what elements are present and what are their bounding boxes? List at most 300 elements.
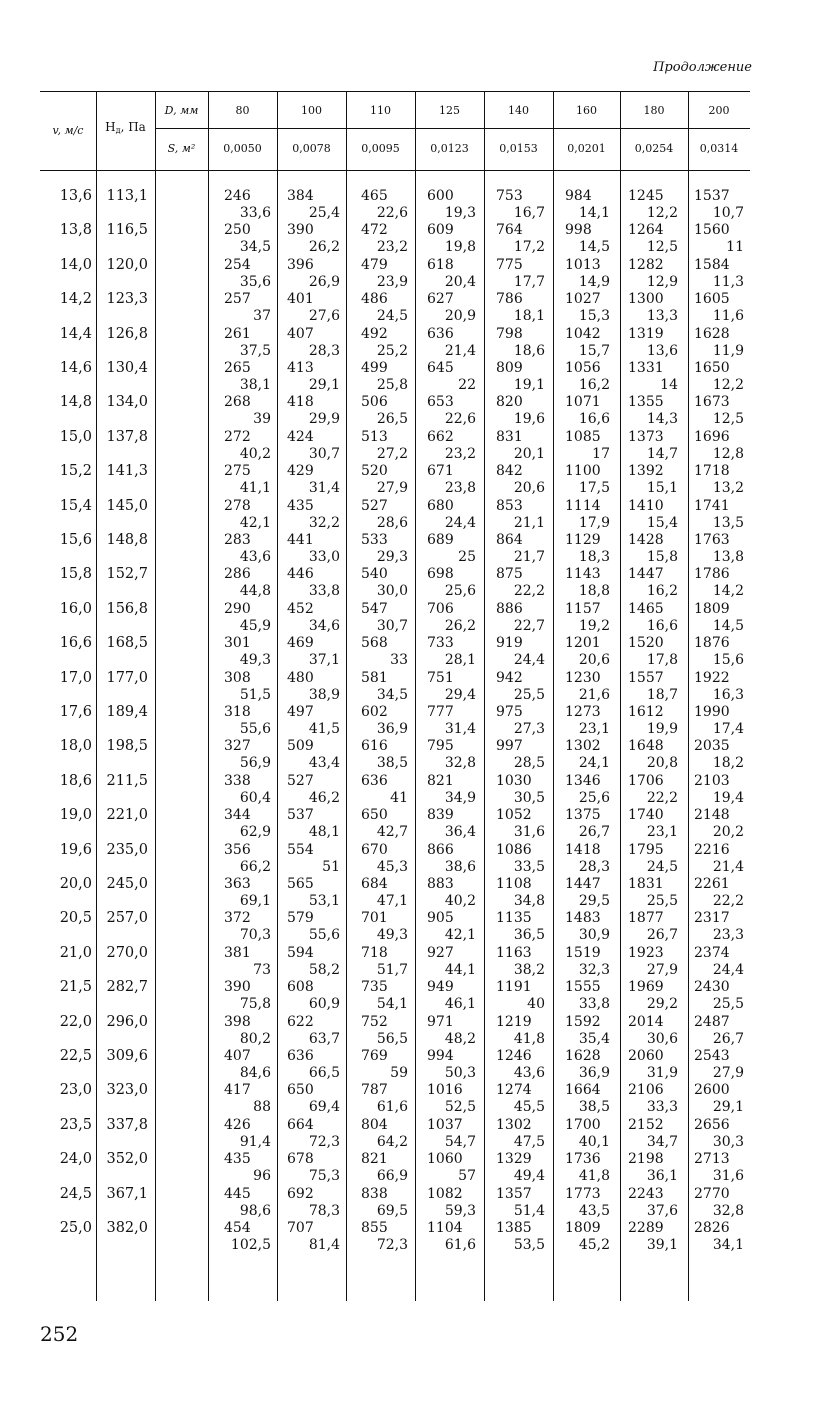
cell-flow-d110: 472 bbox=[361, 222, 388, 239]
cell-flow-d100: 527 bbox=[287, 772, 314, 789]
cell-flow-d100: 622 bbox=[287, 1013, 314, 1030]
dynamic-pressure-value: 177,0 bbox=[106, 669, 148, 686]
cell-loss-d200: 13,8 bbox=[712, 549, 744, 565]
cell-loss-d100: 33,0 bbox=[308, 549, 340, 565]
dynamic-pressure-value: 134,0 bbox=[106, 394, 148, 411]
cell-flow-d200: 2374 bbox=[694, 944, 730, 961]
cell-loss-d125: 23,8 bbox=[444, 480, 476, 497]
cell-loss-d180: 22,2 bbox=[646, 789, 678, 806]
header-diameter-180: 180 bbox=[643, 104, 665, 117]
cell-loss-d200: 30,3 bbox=[712, 1133, 744, 1150]
cell-loss-d110: 69,5 bbox=[376, 1202, 408, 1219]
cell-loss-d110: 26,5 bbox=[376, 411, 408, 428]
velocity-value: 13,6 bbox=[59, 188, 92, 204]
header-diameter-80: 80 bbox=[235, 104, 250, 117]
cell-loss-d140: 17,2 bbox=[513, 239, 545, 256]
header-area-100: 0,0078 bbox=[292, 142, 331, 155]
cell-loss-d140: 31,6 bbox=[513, 824, 545, 841]
dynamic-pressure-value: 120,0 bbox=[106, 256, 148, 273]
cell-flow-d160: 1273 bbox=[565, 704, 601, 720]
cell-flow-d80: 390 bbox=[224, 979, 251, 996]
cell-flow-d200: 1786 bbox=[694, 566, 730, 583]
header-hd-subscript: д bbox=[115, 126, 121, 135]
cell-loss-d180: 25,5 bbox=[646, 893, 678, 909]
cell-loss-d110: 51,7 bbox=[376, 961, 408, 978]
cell-loss-d140: 43,6 bbox=[513, 1065, 545, 1081]
cell-loss-d160: 17 bbox=[592, 445, 610, 462]
cell-loss-d110: 24,5 bbox=[376, 308, 408, 325]
cell-flow-d100: 441 bbox=[287, 532, 314, 548]
header-area-160: 0,0201 bbox=[567, 142, 606, 155]
cell-loss-d180: 19,9 bbox=[646, 721, 678, 737]
dynamic-pressure-value: 130,4 bbox=[106, 360, 148, 376]
cell-loss-d80: 37,5 bbox=[239, 342, 271, 359]
cell-flow-d140: 1246 bbox=[496, 1048, 532, 1064]
dynamic-pressure-value: 211,5 bbox=[106, 772, 148, 789]
cell-loss-d180: 24,5 bbox=[646, 858, 678, 875]
cell-loss-d100: 66,5 bbox=[308, 1065, 340, 1081]
cell-flow-d140: 997 bbox=[496, 738, 523, 755]
cell-loss-d110: 36,9 bbox=[376, 721, 408, 737]
table-top-rule bbox=[40, 91, 750, 92]
cell-loss-d80: 49,3 bbox=[239, 652, 271, 669]
cell-flow-d110: 821 bbox=[361, 1151, 388, 1168]
cell-flow-d80: 265 bbox=[224, 360, 251, 376]
cell-loss-d100: 37,1 bbox=[308, 652, 340, 669]
cell-flow-d110: 787 bbox=[361, 1082, 388, 1099]
cell-loss-d180: 37,6 bbox=[646, 1202, 678, 1219]
cell-loss-d80: 56,9 bbox=[239, 755, 271, 772]
cell-flow-d160: 1129 bbox=[565, 532, 601, 548]
cell-loss-d110: 38,5 bbox=[376, 755, 408, 772]
cell-flow-d125: 905 bbox=[427, 910, 454, 927]
cell-flow-d180: 1969 bbox=[628, 979, 664, 996]
cell-flow-d80: 290 bbox=[224, 600, 251, 617]
cell-flow-d110: 670 bbox=[361, 841, 388, 858]
cell-loss-d125: 28,1 bbox=[444, 652, 476, 669]
cell-loss-d125: 36,4 bbox=[444, 824, 476, 841]
cell-flow-d100: 401 bbox=[287, 291, 314, 308]
header-diameter-label: D, мм bbox=[164, 104, 199, 117]
cell-flow-d110: 465 bbox=[361, 188, 388, 204]
cell-loss-d110: 47,1 bbox=[376, 893, 408, 909]
cell-loss-d110: 33 bbox=[390, 652, 408, 669]
cell-loss-d200: 11 bbox=[726, 239, 744, 256]
velocity-value: 14,4 bbox=[59, 325, 92, 342]
header-area-200: 0,0314 bbox=[699, 142, 739, 155]
cell-flow-d180: 1520 bbox=[628, 635, 664, 652]
dynamic-pressure-value: 257,0 bbox=[106, 910, 148, 927]
cell-loss-d110: 56,5 bbox=[376, 1030, 408, 1047]
velocity-value: 23,5 bbox=[59, 1116, 92, 1133]
cell-loss-d140: 30,5 bbox=[513, 789, 545, 806]
cell-loss-d180: 23,1 bbox=[646, 824, 678, 841]
cell-flow-d80: 426 bbox=[224, 1116, 251, 1133]
cell-loss-d180: 16,2 bbox=[646, 583, 678, 600]
cell-flow-d110: 479 bbox=[361, 256, 388, 273]
cell-loss-d110: 27,9 bbox=[376, 480, 408, 497]
cell-flow-d160: 1519 bbox=[565, 944, 601, 961]
cell-loss-d140: 40 bbox=[527, 996, 545, 1013]
cell-loss-d110: 59 bbox=[390, 1065, 408, 1081]
header-hd-symbol: Н bbox=[105, 120, 116, 134]
cell-loss-d80: 98,6 bbox=[239, 1202, 271, 1219]
cell-loss-d140: 21,7 bbox=[513, 549, 545, 565]
cell-loss-d80: 70,3 bbox=[239, 927, 271, 944]
cell-flow-d110: 499 bbox=[361, 360, 388, 376]
cell-loss-d180: 29,2 bbox=[646, 996, 678, 1013]
cell-loss-d160: 14,5 bbox=[578, 239, 610, 256]
cell-flow-d100: 678 bbox=[287, 1151, 314, 1168]
cell-flow-d180: 2152 bbox=[628, 1116, 664, 1133]
cell-flow-d80: 257 bbox=[224, 291, 251, 308]
cell-loss-d180: 33,3 bbox=[646, 1099, 678, 1116]
dynamic-pressure-value: 126,8 bbox=[106, 325, 148, 342]
cell-loss-d200: 22,2 bbox=[712, 893, 744, 909]
dynamic-pressure-value: 296,0 bbox=[106, 1013, 148, 1030]
cell-loss-d100: 25,4 bbox=[308, 205, 340, 221]
cell-loss-d140: 18,1 bbox=[513, 308, 545, 325]
velocity-value: 22,0 bbox=[59, 1013, 92, 1030]
cell-loss-d100: 41,5 bbox=[308, 721, 340, 737]
cell-loss-d125: 32,8 bbox=[444, 755, 476, 772]
cell-loss-d140: 21,1 bbox=[513, 514, 545, 531]
cell-flow-d125: 795 bbox=[427, 738, 454, 755]
cell-flow-d100: 435 bbox=[287, 497, 314, 514]
cell-flow-d100: 407 bbox=[287, 325, 314, 342]
cell-loss-d110: 41 bbox=[390, 789, 408, 806]
cell-flow-d160: 1013 bbox=[565, 256, 601, 273]
cell-loss-d100: 27,6 bbox=[308, 308, 340, 325]
cell-flow-d140: 786 bbox=[496, 291, 523, 308]
cell-loss-d160: 20,6 bbox=[578, 652, 610, 669]
cell-loss-d100: 48,1 bbox=[308, 824, 340, 841]
cell-flow-d180: 1373 bbox=[628, 428, 664, 445]
cell-flow-d110: 533 bbox=[361, 532, 388, 548]
cell-flow-d80: 344 bbox=[224, 807, 251, 824]
cell-flow-d110: 752 bbox=[361, 1013, 388, 1030]
dynamic-pressure-value: 113,1 bbox=[106, 188, 148, 204]
cell-loss-d80: 96 bbox=[253, 1168, 271, 1185]
cell-flow-d80: 278 bbox=[224, 497, 251, 514]
cell-loss-d125: 25,6 bbox=[444, 583, 476, 600]
cell-loss-d110: 34,5 bbox=[376, 686, 408, 703]
cell-loss-d200: 10,7 bbox=[712, 205, 744, 221]
cell-loss-d125: 26,2 bbox=[444, 617, 476, 634]
cell-flow-d160: 1201 bbox=[565, 635, 601, 652]
cell-flow-d100: 565 bbox=[287, 876, 314, 892]
cell-loss-d200: 14,2 bbox=[712, 583, 744, 600]
cell-loss-d160: 41,8 bbox=[578, 1168, 610, 1185]
velocity-value: 16,0 bbox=[59, 600, 92, 617]
cell-flow-d125: 1082 bbox=[427, 1185, 463, 1202]
cell-flow-d180: 1300 bbox=[628, 291, 664, 308]
dynamic-pressure-value: 235,0 bbox=[106, 841, 148, 858]
cell-flow-d180: 1612 bbox=[628, 704, 664, 720]
cell-flow-d125: 1016 bbox=[427, 1082, 463, 1099]
velocity-value: 16,6 bbox=[59, 635, 92, 652]
cell-flow-d140: 820 bbox=[496, 394, 523, 411]
cell-flow-d160: 1592 bbox=[565, 1013, 601, 1030]
cell-loss-d180: 20,8 bbox=[646, 755, 678, 772]
cell-flow-d160: 1773 bbox=[565, 1185, 601, 1202]
dynamic-pressure-value: 141,3 bbox=[106, 463, 148, 480]
cell-flow-d200: 1537 bbox=[694, 188, 730, 204]
cell-loss-d180: 34,7 bbox=[646, 1133, 678, 1150]
cell-flow-d100: 664 bbox=[287, 1116, 314, 1133]
cell-flow-d200: 2770 bbox=[694, 1185, 730, 1202]
cell-loss-d100: 26,2 bbox=[308, 239, 340, 256]
cell-loss-d140: 51,4 bbox=[513, 1202, 545, 1219]
cell-flow-d160: 1700 bbox=[565, 1116, 601, 1133]
cell-loss-d80: 73 bbox=[253, 961, 271, 978]
cell-flow-d200: 1584 bbox=[694, 256, 730, 273]
cell-loss-d160: 26,7 bbox=[578, 824, 610, 841]
cell-loss-d80: 37 bbox=[253, 308, 271, 325]
cell-flow-d100: 707 bbox=[287, 1220, 314, 1236]
cell-loss-d160: 30,9 bbox=[578, 927, 610, 944]
cell-flow-d80: 286 bbox=[224, 566, 251, 583]
header-area-110: 0,0095 bbox=[361, 142, 400, 155]
cell-flow-d160: 984 bbox=[565, 188, 592, 204]
cell-loss-d180: 12,5 bbox=[646, 239, 678, 256]
cell-flow-d125: 662 bbox=[427, 428, 454, 445]
cell-flow-d160: 1027 bbox=[565, 291, 601, 308]
cell-flow-d100: 452 bbox=[287, 600, 314, 617]
cell-loss-d200: 12,2 bbox=[712, 377, 744, 393]
cell-flow-d160: 1302 bbox=[565, 738, 601, 755]
cell-loss-d80: 60,4 bbox=[239, 789, 271, 806]
cell-loss-d140: 19,1 bbox=[513, 377, 545, 393]
cell-loss-d200: 21,4 bbox=[712, 858, 744, 875]
cell-flow-d140: 775 bbox=[496, 256, 523, 273]
cell-loss-d160: 18,3 bbox=[578, 549, 610, 565]
cell-flow-d100: 413 bbox=[287, 360, 314, 376]
cell-loss-d180: 30,6 bbox=[646, 1030, 678, 1047]
cell-flow-d160: 1418 bbox=[565, 841, 601, 858]
dynamic-pressure-value: 245,0 bbox=[106, 876, 148, 892]
cell-flow-d100: 429 bbox=[287, 463, 314, 480]
dynamic-pressure-value: 270,0 bbox=[106, 944, 148, 961]
velocity-value: 14,0 bbox=[59, 256, 92, 273]
cell-loss-d110: 54,1 bbox=[376, 996, 408, 1013]
cell-loss-d140: 22,2 bbox=[513, 583, 545, 600]
cell-loss-d100: 60,9 bbox=[308, 996, 340, 1013]
cell-flow-d140: 886 bbox=[496, 600, 523, 617]
cell-loss-d100: 63,7 bbox=[308, 1030, 340, 1047]
cell-flow-d200: 1673 bbox=[694, 394, 730, 411]
cell-loss-d125: 42,1 bbox=[444, 927, 476, 944]
cell-flow-d140: 809 bbox=[496, 360, 523, 376]
cell-loss-d110: 23,9 bbox=[376, 273, 408, 290]
cell-loss-d140: 34,8 bbox=[513, 893, 545, 909]
cell-flow-d160: 1346 bbox=[565, 772, 601, 789]
cell-loss-d140: 28,5 bbox=[513, 755, 545, 772]
cell-loss-d80: 34,5 bbox=[239, 239, 271, 256]
cell-loss-d100: 78,3 bbox=[308, 1202, 340, 1219]
cell-flow-d125: 866 bbox=[427, 841, 454, 858]
cell-flow-d140: 1219 bbox=[496, 1013, 532, 1030]
cell-flow-d80: 381 bbox=[224, 944, 251, 961]
cell-flow-d180: 1264 bbox=[628, 222, 664, 239]
cell-flow-d180: 1355 bbox=[628, 394, 664, 411]
cell-loss-d180: 13,6 bbox=[646, 342, 678, 359]
cell-loss-d80: 42,1 bbox=[239, 514, 271, 531]
cell-flow-d200: 1741 bbox=[694, 497, 730, 514]
cell-flow-d180: 1923 bbox=[628, 944, 664, 961]
cell-loss-d80: 62,9 bbox=[239, 824, 271, 841]
cell-loss-d180: 39,1 bbox=[646, 1237, 678, 1253]
cell-flow-d125: 609 bbox=[427, 222, 454, 239]
cell-loss-d125: 54,7 bbox=[444, 1133, 476, 1150]
cell-flow-d160: 1230 bbox=[565, 669, 601, 686]
velocity-value: 14,6 bbox=[59, 360, 92, 376]
cell-flow-d110: 650 bbox=[361, 807, 388, 824]
cell-loss-d160: 16,6 bbox=[578, 411, 610, 428]
cell-flow-d200: 2656 bbox=[694, 1116, 730, 1133]
cell-flow-d160: 1100 bbox=[565, 463, 601, 480]
cell-loss-d160: 15,7 bbox=[578, 342, 610, 359]
cell-flow-d180: 1428 bbox=[628, 532, 664, 548]
cell-flow-d110: 540 bbox=[361, 566, 388, 583]
dynamic-pressure-value: 198,5 bbox=[106, 738, 148, 755]
cell-loss-d180: 12,2 bbox=[646, 205, 678, 221]
cell-flow-d180: 1465 bbox=[628, 600, 664, 617]
cell-loss-d180: 15,1 bbox=[646, 480, 678, 497]
cell-loss-d140: 36,5 bbox=[513, 927, 545, 944]
dynamic-pressure-value: 367,1 bbox=[106, 1185, 148, 1202]
cell-loss-d100: 69,4 bbox=[308, 1099, 340, 1116]
cell-flow-d80: 301 bbox=[224, 635, 251, 652]
cell-flow-d125: 1037 bbox=[427, 1116, 463, 1133]
cell-loss-d80: 45,9 bbox=[239, 617, 271, 634]
cell-loss-d110: 61,6 bbox=[376, 1099, 408, 1116]
cell-loss-d140: 33,5 bbox=[513, 858, 545, 875]
header-diameter-160: 160 bbox=[576, 104, 597, 117]
header-diameter-100: 100 bbox=[301, 104, 322, 117]
cell-loss-d160: 14,1 bbox=[578, 205, 610, 221]
cell-flow-d80: 417 bbox=[224, 1082, 251, 1099]
cell-flow-d160: 1157 bbox=[565, 600, 601, 617]
cell-flow-d110: 684 bbox=[361, 876, 388, 892]
cell-flow-d140: 919 bbox=[496, 635, 523, 652]
cell-loss-d160: 43,5 bbox=[578, 1202, 610, 1219]
cell-flow-d110: 855 bbox=[361, 1220, 388, 1236]
cell-loss-d160: 32,3 bbox=[578, 961, 610, 978]
cell-loss-d100: 75,3 bbox=[308, 1168, 340, 1185]
cell-flow-d100: 390 bbox=[287, 222, 314, 239]
cell-loss-d125: 44,1 bbox=[444, 961, 476, 978]
cell-loss-d200: 15,6 bbox=[712, 652, 744, 669]
velocity-value: 15,8 bbox=[59, 566, 92, 583]
cell-loss-d140: 38,2 bbox=[513, 961, 545, 978]
cell-flow-d110: 520 bbox=[361, 463, 388, 480]
cell-loss-d180: 31,9 bbox=[646, 1065, 678, 1081]
cell-flow-d80: 283 bbox=[224, 532, 251, 548]
cell-flow-d160: 1555 bbox=[565, 979, 601, 996]
dynamic-pressure-value: 323,0 bbox=[106, 1082, 148, 1099]
cell-loss-d180: 15,4 bbox=[646, 514, 678, 531]
cell-loss-d200: 27,9 bbox=[712, 1065, 744, 1081]
cell-flow-d110: 513 bbox=[361, 428, 388, 445]
cell-flow-d140: 1329 bbox=[496, 1151, 532, 1168]
cell-flow-d100: 636 bbox=[287, 1048, 314, 1064]
cell-flow-d160: 998 bbox=[565, 222, 592, 239]
cell-flow-d200: 1560 bbox=[694, 222, 730, 239]
cell-flow-d140: 1108 bbox=[496, 876, 532, 892]
cell-flow-d200: 2713 bbox=[694, 1151, 730, 1168]
cell-loss-d200: 12,8 bbox=[712, 445, 744, 462]
velocity-value: 20,5 bbox=[59, 910, 92, 927]
cell-loss-d80: 35,6 bbox=[239, 273, 271, 290]
dynamic-pressure-value: 309,6 bbox=[106, 1048, 148, 1064]
cell-loss-d160: 18,8 bbox=[578, 583, 610, 600]
cell-flow-d200: 2826 bbox=[694, 1220, 730, 1236]
cell-loss-d100: 46,2 bbox=[308, 789, 340, 806]
cell-flow-d80: 363 bbox=[224, 876, 251, 892]
velocity-value: 22,5 bbox=[59, 1048, 92, 1064]
cell-flow-d100: 480 bbox=[287, 669, 314, 686]
cell-flow-d160: 1056 bbox=[565, 360, 601, 376]
cell-flow-d80: 268 bbox=[224, 394, 251, 411]
cell-loss-d125: 22 bbox=[458, 377, 476, 393]
cell-flow-d125: 698 bbox=[427, 566, 454, 583]
cell-loss-d100: 31,4 bbox=[308, 480, 340, 497]
velocity-value: 15,2 bbox=[59, 463, 92, 480]
cell-loss-d200: 16,3 bbox=[712, 686, 744, 703]
cell-loss-d140: 18,6 bbox=[513, 342, 545, 359]
cell-loss-d160: 35,4 bbox=[578, 1030, 610, 1047]
cell-loss-d80: 55,6 bbox=[239, 721, 271, 737]
cell-loss-d200: 11,9 bbox=[712, 342, 744, 359]
cell-flow-d140: 842 bbox=[496, 463, 523, 480]
page-number: 252 bbox=[40, 1322, 79, 1346]
cell-flow-d200: 2543 bbox=[694, 1048, 730, 1064]
cell-flow-d180: 1795 bbox=[628, 841, 664, 858]
cell-loss-d125: 48,2 bbox=[444, 1030, 476, 1047]
cell-loss-d110: 28,6 bbox=[376, 514, 408, 531]
cell-flow-d140: 1135 bbox=[496, 910, 532, 927]
cell-flow-d180: 1392 bbox=[628, 463, 664, 480]
cell-flow-d80: 308 bbox=[224, 669, 251, 686]
cell-loss-d125: 25 bbox=[458, 549, 476, 565]
cell-loss-d80: 84,6 bbox=[239, 1065, 271, 1081]
cell-loss-d160: 15,3 bbox=[578, 308, 610, 325]
dynamic-pressure-value: 382,0 bbox=[106, 1220, 148, 1236]
cell-flow-d125: 706 bbox=[427, 600, 454, 617]
cell-flow-d125: 618 bbox=[427, 256, 454, 273]
cell-flow-d200: 1763 bbox=[694, 532, 730, 548]
dynamic-pressure-value: 221,0 bbox=[106, 807, 148, 824]
cell-flow-d200: 2317 bbox=[694, 910, 730, 927]
cell-loss-d125: 20,9 bbox=[444, 308, 476, 325]
dynamic-pressure-value: 137,8 bbox=[106, 428, 148, 445]
cell-flow-d180: 1877 bbox=[628, 910, 664, 927]
cell-loss-d180: 16,6 bbox=[646, 617, 678, 634]
cell-flow-d140: 764 bbox=[496, 222, 523, 239]
cell-loss-d125: 19,3 bbox=[444, 205, 476, 221]
dynamic-pressure-value: 156,8 bbox=[106, 600, 148, 617]
cell-loss-d180: 14 bbox=[660, 377, 678, 393]
cell-flow-d125: 689 bbox=[427, 532, 454, 548]
cell-flow-d125: 600 bbox=[427, 188, 454, 204]
cell-loss-d110: 27,2 bbox=[376, 445, 408, 462]
cell-loss-d80: 88 bbox=[253, 1099, 271, 1116]
header-hd-unit: , Па bbox=[120, 120, 146, 134]
cell-flow-d160: 1736 bbox=[565, 1151, 601, 1168]
cell-flow-d140: 864 bbox=[496, 532, 523, 548]
col-divider-hd bbox=[155, 91, 156, 1301]
